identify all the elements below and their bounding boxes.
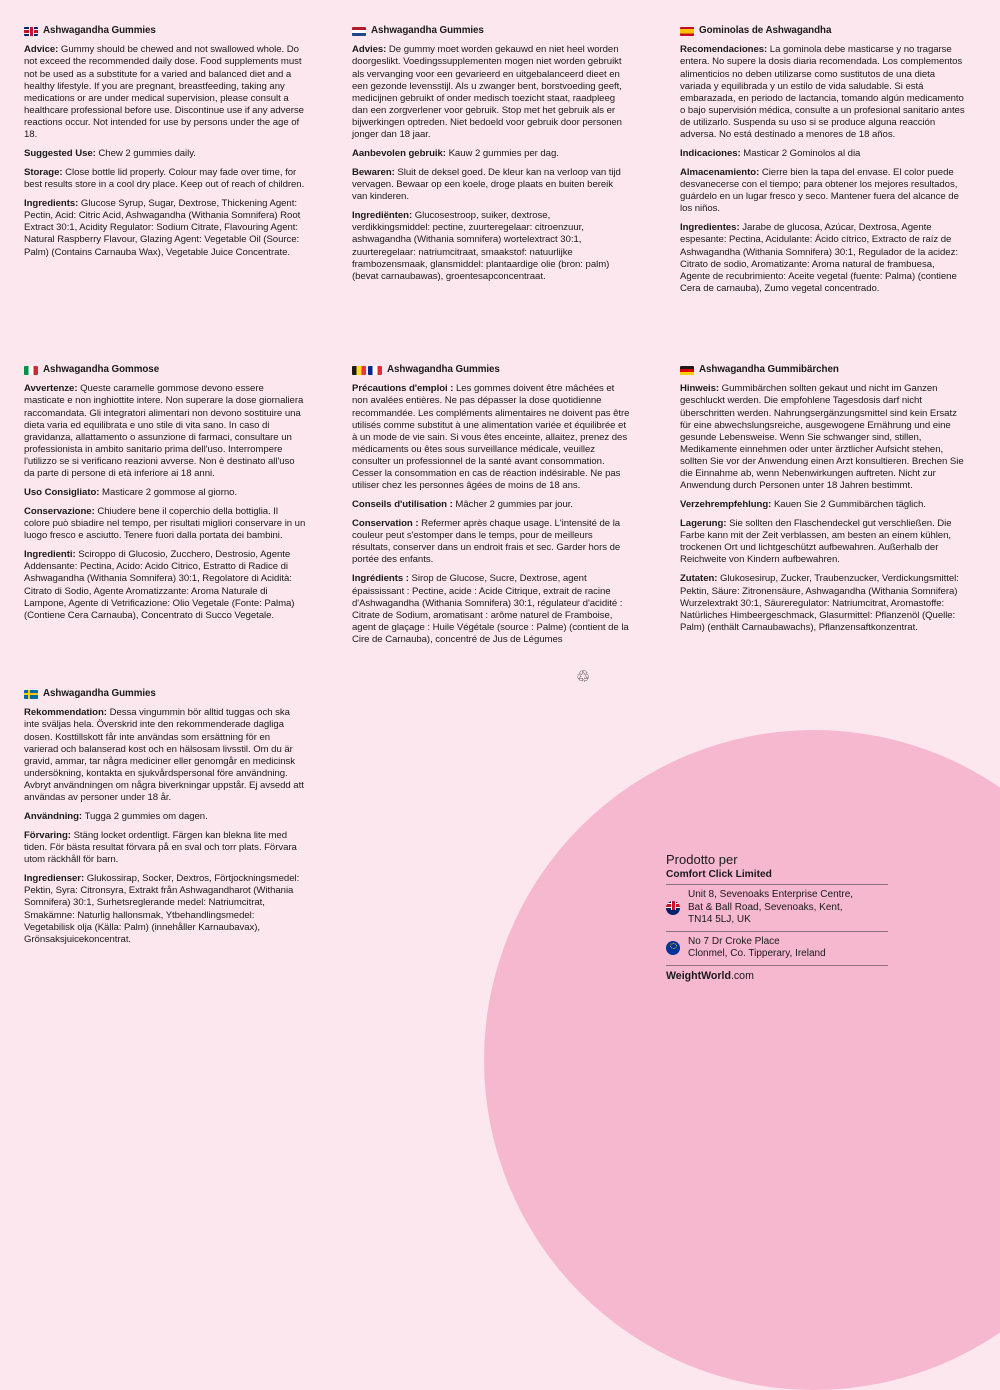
italy-flag-icon bbox=[24, 366, 38, 375]
column-italian bbox=[24, 364, 306, 629]
uk-address-line: Bat & Ball Road, Sevenoaks, Kent, bbox=[688, 901, 843, 913]
column-english-header bbox=[24, 25, 306, 37]
column-german-header bbox=[680, 364, 966, 376]
storage-label: Storage: bbox=[24, 167, 63, 179]
ingredientes-paragraph bbox=[680, 222, 966, 294]
ingredienti-text: Sciroppo di Glucosio, Zucchero, Destrosio, Agente Addensante: Pectina, Acido: Acido Citrico, Estratto di Radice di Ashwagandha (Withania Somnifera) 30:1, Regolatore di Acidità: Citrato di Sodio, Agente Aromatizzante: Aroma Naturale di Lampone, Agente di Vetrificazione: Olio Vegetale (Fonte: Palma) (Contiene Cera Carnauba), Concentrato di Succo Vegetale. bbox=[24, 549, 295, 621]
uso-consigliato-label: Uso Consigliato: bbox=[24, 486, 100, 498]
anvandning-label: Användning: bbox=[24, 810, 83, 822]
ingredienti-paragraph bbox=[24, 549, 306, 621]
anvandning-paragraph bbox=[24, 811, 306, 823]
column-german bbox=[680, 364, 966, 641]
ingredienser-label: Ingredienser: bbox=[24, 873, 85, 885]
column-german-title: Ashwagandha Gummibärchen bbox=[699, 364, 839, 375]
avvertenze-text: Queste caramelle gommose devono essere masticate e non inghiottite intere. Non superare la dose giornaliera raccomandata. Gli integratori alimentari non devono sostituire una dieta varia ed equilibrata e uno stile di vita sano. In caso di gravidanza, allattamento o assunzione di farmaci, consultare un professionista in ambito sanitario prima dell'uso. Interrompere l'utilizzo se si verificano reazioni avverse. Non è destinato all'uso da parte di persone di età inferiore ai 18 anni. bbox=[24, 383, 304, 479]
aanbevolen-gebruik-text: Kauw 2 gummies per dag. bbox=[445, 147, 559, 159]
verzehrempfehlung-text: Kauen Sie 2 Gummibärchen täglich. bbox=[771, 499, 926, 511]
avvertenze-paragraph bbox=[24, 383, 306, 480]
column-french-title: Ashwagandha Gummies bbox=[387, 364, 500, 375]
ingredienser-text: Glukossirap, Socker, Dextros, Förtjockningsmedel: Pektin, Syra: Citronsyra, Extrakt från Ashwagandharot (Withania Somnifera) 30:1, Surhetsreglerande medel: Natriumcitrat, Smakämne: Naturlig hallonsmak, Ytbehandlingsmedel: Vegetabilisk olja (Källa: Palm) (innehåller Karnaubavax), Grönsaksjuicekoncentrat. bbox=[24, 873, 300, 945]
advice-label: Advice: bbox=[24, 44, 59, 56]
uso-consigliato-paragraph bbox=[24, 487, 306, 499]
ingredients-label: Ingredients: bbox=[24, 198, 79, 210]
manufacturer-block bbox=[666, 852, 888, 982]
tidyman-recycle-icon: ♲ bbox=[575, 669, 591, 686]
column-spanish bbox=[680, 25, 966, 302]
uk-round-flag-icon bbox=[666, 901, 680, 915]
recomendaciones-paragraph bbox=[680, 44, 966, 141]
column-english-title: Ashwagandha Gummies bbox=[43, 25, 156, 36]
belgium-flag-icon bbox=[352, 366, 366, 375]
website-name: WeightWorld bbox=[666, 969, 731, 982]
hinweis-paragraph bbox=[680, 383, 966, 492]
verzehrempfehlung-label: Verzehrempfehlung: bbox=[680, 499, 772, 511]
eu-round-flag-icon bbox=[666, 941, 680, 955]
conservation-text: Refermer après chaque usage. L'intensité de la couleur peut s'estomper dans le temps, pour de meilleurs résultats, conserver dans un endroit frais et sec. Garder hors de portée des enfants. bbox=[352, 518, 621, 566]
advies-text: De gummy moet worden gekauwd en niet heel worden doorgeslikt. Voedingssupplementen mogen niet worden gebruikt als vervanging voor een gevarieerd en uitgebalanceerd dieet en een gezonde levensstijl. Als u zwanger bent, borstvoeding geeft, medicijnen gebruikt of onder medisch toezicht staat, raadpleeg dan een zorgverlener voor gebruik. Stop met het gebruik als er bijwerkingen optreden. Niet bedoeld voor gebruik door personen jonger dan 18 jaar. bbox=[352, 44, 622, 140]
suggested-use-label: Suggested Use: bbox=[24, 147, 96, 159]
suggested-use-paragraph bbox=[24, 148, 306, 160]
anvandning-text: Tugga 2 gummies om dagen. bbox=[82, 810, 208, 822]
ingredients-paragraph bbox=[24, 198, 306, 258]
germany-flag-icon bbox=[680, 366, 694, 375]
ingredientes-label: Ingredientes: bbox=[680, 222, 740, 234]
aanbevolen-gebruik-paragraph bbox=[352, 148, 628, 160]
ingredienten-text: Glucosestroop, suiker, dextrose, verdikkingsmiddel: pectine, zuurteregelaar: citroenzuur, ashwagandha (Withania somnifera) wortelextract 30:1, zuurteregelaar: natriumcitraat, smaakstof: natuurlijke frambozensmaak, glansmiddel: plantaardige olie (bron: palm) (bevat carnaubawas), groentesapconcentraat. bbox=[352, 210, 610, 282]
sweden-flag-icon bbox=[24, 690, 38, 699]
website-tld: .com bbox=[730, 969, 754, 982]
rekommendation-text: Dessa vingummin bör alltid tuggas och ska inte sväljas hela. Överskrid inte den rekommenderade dagliga dosen. Kosttillskott får inte användas som ersättning för en varierad och balanserad kost och en hälsosam livsstil. Om du är gravid, ammar, tar några mediciner eller genomgår en medicinsk undersökning, kontakta en sjukvårdspersonal före användning. Avbryt användningen om några biverkningar uppstår. Ej avsedd att användas av personer under 18 år. bbox=[24, 707, 304, 803]
column-swedish-header bbox=[24, 688, 306, 700]
decorative-pink-circle bbox=[484, 730, 1000, 1390]
uk-address bbox=[688, 889, 853, 927]
rekommendation-label: Rekommendation: bbox=[24, 707, 107, 719]
column-dutch-header bbox=[352, 25, 628, 37]
almacenamiento-text: Cierre bien la tapa del envase. El color puede desvanecerse con el tiempo; para obtener los mejores resultados, guárdelo en un lugar fresco y seco. Mantener fuera del alcance de los niños. bbox=[680, 167, 959, 215]
column-french-header bbox=[352, 364, 630, 376]
conseils-paragraph bbox=[352, 499, 630, 511]
lagerung-label: Lagerung: bbox=[680, 518, 727, 530]
ingredienten-paragraph bbox=[352, 210, 628, 282]
conseils-label: Conseils d'utilisation : bbox=[352, 499, 453, 511]
suggested-use-text: Chew 2 gummies daily. bbox=[95, 147, 196, 159]
conseils-text: Mâcher 2 gummies par jour. bbox=[452, 499, 573, 511]
zutaten-label: Zutaten: bbox=[680, 573, 718, 585]
uk-address-row bbox=[666, 885, 888, 932]
column-swedish-title: Ashwagandha Gummies bbox=[43, 688, 156, 699]
bewaren-text: Sluit de deksel goed. De kleur kan na verloop van tijd vervagen. Bewaar op een koele, droge plaats en buiten bereik van kinderen. bbox=[352, 167, 621, 203]
precautions-text: Les gommes doivent être mâchées et non avalées entières. Ne pas dépasser la dose quotidienne recommandée. Les compléments alimentaires ne doivent pas être utilisés comme substitut à une alimentation variée et équilibrée et à un mode de vie sain. Si vous êtes enceinte, allaitez, prenez des médicaments ou êtes sous surveillance médicale, veuillez consulter un professionnel de la santé avant consommation. Cesser la consommation en cas de réaction indésirable. Ne pas utiliser chez les personnes âgées de moins de 18 ans. bbox=[352, 383, 630, 491]
storage-paragraph bbox=[24, 167, 306, 191]
ingredients-fr-label: Ingrédients : bbox=[352, 573, 409, 585]
advice-text: Gummy should be chewed and not swallowed whole. Do not exceed the recommended daily dose. Food supplements must not be used as a substitute for a varied and balanced diet and a healthy lifestyle. If you are pregnant, breastfeeding, taking any medications or are under medical supervision, please consult a healthcare professional before use. Discontinue use if any adverse reactions occur. Not intended for use by persons under the age of 18. bbox=[24, 44, 304, 140]
conservazione-text: Chiudere bene il coperchio della bottiglia. Il colore può sbiadire nel tempo, per risultati migliori conservare in un luogo fresco e asciutto. Tenere fuori dalla portata dei bambini. bbox=[24, 506, 306, 542]
rekommendation-paragraph bbox=[24, 707, 306, 804]
verzehrempfehlung-paragraph bbox=[680, 499, 966, 511]
ingredienser-paragraph bbox=[24, 873, 306, 945]
column-dutch bbox=[352, 25, 628, 290]
ingredienten-label: Ingrediënten: bbox=[352, 210, 413, 222]
manufacturer-heading: Prodotto per bbox=[666, 852, 738, 867]
almacenamiento-paragraph bbox=[680, 167, 966, 215]
indicaciones-paragraph bbox=[680, 148, 966, 160]
hinweis-text: Gummibärchen sollten gekaut und nicht im Ganzen geschluckt werden. Die empfohlene Tagesdosis darf nicht überschritten werden. Nahrungsergänzungsmittel sind kein Ersatz für eine abwechslungsreiche, ausgewogene Ernährung und eine gesunde Lebensweise. Wenn Sie schwanger sind, stillen, Medikamente einnehmen oder unter ärztlicher Aufsicht stehen, sollten Sie vor der Anwendung einen Arzt konsultieren. Brechen Sie die Einnahme ab, wenn Nebenwirkungen auftreten. Nicht zur Anwendung durch Personen unter 18 Jahren bestimmt. bbox=[680, 383, 964, 491]
website-link[interactable] bbox=[666, 966, 888, 982]
zutaten-paragraph bbox=[680, 573, 966, 633]
precautions-label: Précautions d'emploi : bbox=[352, 383, 454, 395]
conservation-label: Conservation : bbox=[352, 518, 419, 530]
almacenamiento-label: Almacenamiento: bbox=[680, 167, 760, 179]
column-spanish-title: Gominolas de Ashwagandha bbox=[699, 25, 832, 36]
ingredients-text: Glucose Syrup, Sugar, Dextrose, Thickening Agent: Pectin, Acid: Citric Acid, Ashwagandha (Withania Somnifera) Root Extract 30:1, Acidity Regulator: Sodium Citrate, Flavouring Agent: Natural Raspberry Flavour, Glazing Agent: Vegetable Oil (Source: Palm) (Contains Carnauba Wax), Vegetable Juice Concentrate. bbox=[24, 198, 301, 258]
indicaciones-text: Masticar 2 Gominolos al dia bbox=[740, 147, 861, 159]
ingredients-fr-paragraph bbox=[352, 573, 630, 645]
eu-address-row bbox=[666, 932, 888, 966]
column-spanish-header bbox=[680, 25, 966, 37]
recomendaciones-text: La gominola debe masticarse y no tragarse entera. No supere la dosis diaria recomendada. Los complementos alimenticios no deben utilizarse como sustitutos de una dieta variada y equilibrada y un estilo de vida saludable. Si está embarazada, en periodo de lactancia, tomando algún medicamento o bajo supervisión médica, consulte a un profesional sanitario antes de utilizarlo. Suspenda su uso si se produce alguna reacción adversa. No está destinado a menores de 18 años. bbox=[680, 44, 965, 140]
indicaciones-label: Indicaciones: bbox=[680, 147, 741, 159]
conservation-paragraph bbox=[352, 518, 630, 566]
uk-flag-icon bbox=[24, 27, 38, 36]
ingredients-fr-text: Sirop de Glucose, Sucre, Dextrose, agent épaississant : Pectine, acide : Acide Citrique, extrait de racine d'Ashwagandha (Withania Somnifera) 30:1, régulateur d'acidité : Citrate de Sodium, aromatisant : arôme naturel de Framboise, agent de glaçage : Huile Végétale (source : Palme) (contient de la Cire de Carnauba), concentré de Jus de Légumes bbox=[352, 573, 629, 645]
ingredientes-text: Jarabe de glucosa, Azúcar, Dextrosa, Agente espesante: Pectina, Acidulante: Ácido cítrico, Extracto de raíz de Ashwagandha (Withania Somnifera) 30:1, Regulador de la acidez: Citrato de sodio, Aromatizante: Aroma natural de frambuesa, Agente de recubrimiento: Aceite vegetal (fuente: Palma) (contiene Cera de carnauba), Zumo vegetal concentrado. bbox=[680, 222, 958, 294]
uk-address-line: TN14 5LJ, UK bbox=[688, 914, 751, 926]
forvaring-label: Förvaring: bbox=[24, 830, 71, 842]
eu-address bbox=[688, 936, 826, 961]
column-swedish bbox=[24, 688, 306, 953]
bewaren-paragraph bbox=[352, 167, 628, 203]
storage-text: Close bottle lid properly. Colour may fade over time, for best results store in a cool dry place. Keep out of reach of children. bbox=[24, 167, 305, 191]
advice-paragraph bbox=[24, 44, 306, 141]
aanbevolen-gebruik-label: Aanbevolen gebruik: bbox=[352, 147, 446, 159]
conservazione-paragraph bbox=[24, 506, 306, 542]
advies-paragraph bbox=[352, 44, 628, 141]
lagerung-text: Sie sollten den Flaschendeckel gut verschließen. Die Farbe kann mit der Zeit verblassen, am besten an einem kühlen, trockenen Ort und lichtgeschützt aufbewahren. Außerhalb der Reichweite von Kindern aufbewahren. bbox=[680, 518, 952, 566]
uk-address-line: Unit 8, Sevenoaks Enterprise Centre, bbox=[688, 889, 854, 900]
column-english bbox=[24, 25, 306, 266]
hinweis-label: Hinweis: bbox=[680, 383, 720, 395]
recomendaciones-label: Recomendaciones: bbox=[680, 44, 768, 56]
column-french bbox=[352, 364, 630, 653]
belgium-france-flags bbox=[352, 366, 382, 375]
manufacturer-company: Comfort Click Limited bbox=[666, 869, 888, 885]
column-italian-title: Ashwagandha Gommose bbox=[43, 364, 160, 375]
column-dutch-title: Ashwagandha Gummies bbox=[371, 25, 484, 36]
france-flag-icon bbox=[368, 366, 382, 375]
eu-address-line: Clonmel, Co. Tipperary, Ireland bbox=[688, 948, 826, 960]
column-italian-header bbox=[24, 364, 306, 376]
zutaten-text: Glukosesirup, Zucker, Traubenzucker, Verdickungsmittel: Pektin, Säure: Zitronensäure, Ashwagandha (Withania Somnifera) Wurzelextrakt 30:1, Säureregulator: Natriumcitrat, Aromastoffe: Natürliches Himbeergeschmack, Glasurmittel: Pflanzenöl (Quelle: Palm) (enthält Carnaubawachs), Pflanzensaftkonzentrat. bbox=[680, 573, 959, 633]
advies-label: Advies: bbox=[352, 44, 387, 56]
forvaring-text: Stäng locket ordentligt. Färgen kan blekna lite med tiden. För bästa resultat förvara på en sval och torr plats. Förvara utom räckhåll för barn. bbox=[24, 830, 297, 866]
precautions-paragraph bbox=[352, 383, 630, 492]
forvaring-paragraph bbox=[24, 830, 306, 866]
spain-flag-icon bbox=[680, 27, 694, 36]
avvertenze-label: Avvertenze: bbox=[24, 383, 78, 395]
netherlands-flag-icon bbox=[352, 27, 366, 36]
ingredienti-label: Ingredienti: bbox=[24, 549, 76, 561]
eu-address-line: No 7 Dr Croke Place bbox=[688, 935, 780, 947]
lagerung-paragraph bbox=[680, 518, 966, 566]
uso-consigliato-text: Masticare 2 gommose al giorno. bbox=[99, 486, 238, 498]
conservazione-label: Conservazione: bbox=[24, 506, 95, 518]
bewaren-label: Bewaren: bbox=[352, 167, 395, 179]
